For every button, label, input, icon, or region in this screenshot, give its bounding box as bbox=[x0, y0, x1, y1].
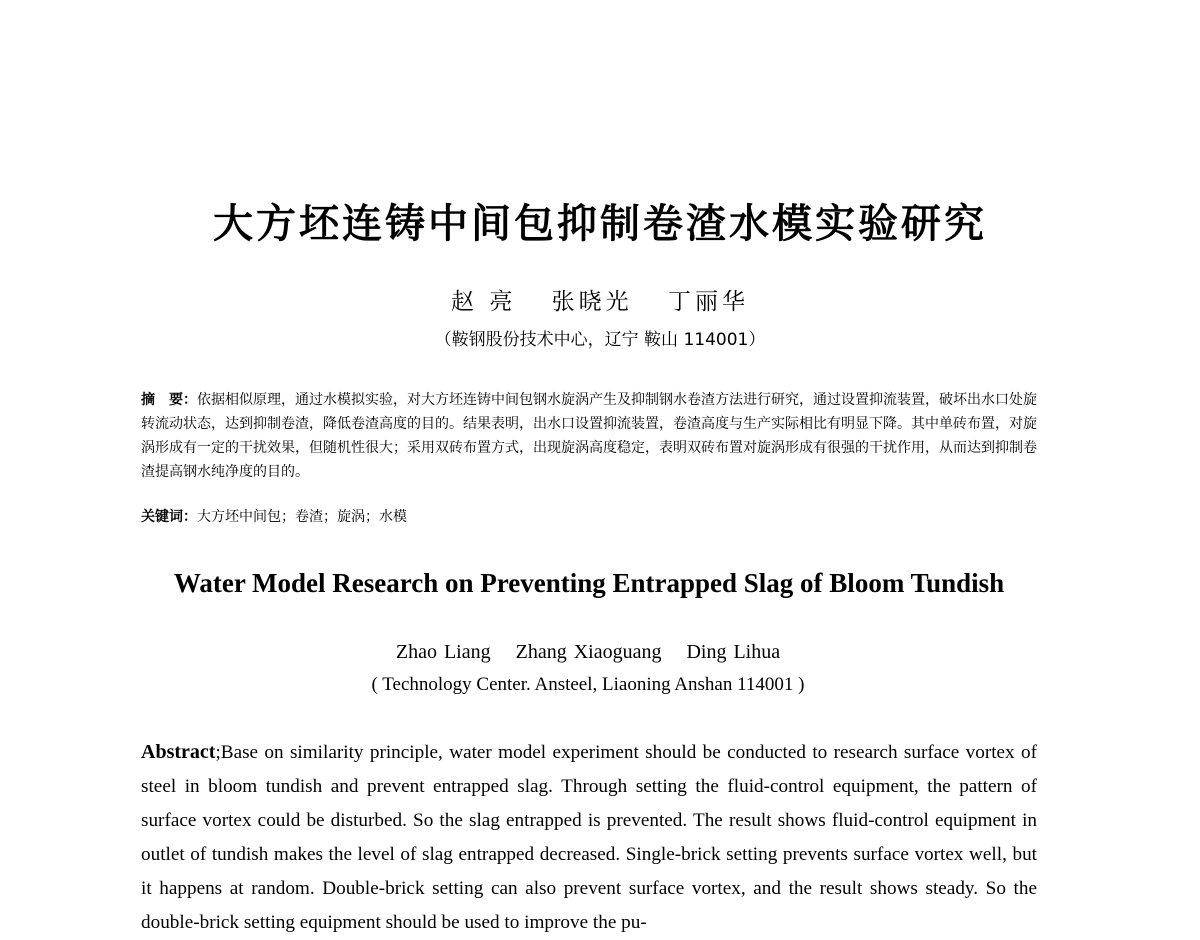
chinese-keywords bbox=[141, 505, 1037, 529]
english-affiliation: ( Technology Center. Ansteel, Liaoning Anshan 114001 ) bbox=[371, 674, 805, 695]
chinese-abstract-text: 依据相似原理，通过水模拟实验，对大方坯连铸中间包钢水旋涡产生及抑制钢水卷渣方法进行研究，通过设置抑流装置，破坏出水口处旋转流动状态，达到抑制卷渣，降低卷渣高度的目的。结果表明，出水口设置抑流装置，卷渣高度与生产实际相比有明显下降。其中单砖布置，对旋涡形成有一定的干扰效果，但随机性很大；采用双砖布置方式，出现旋涡高度稳定，表明双砖布置对旋涡形成有很强的干扰作用，从而达到抑制卷渣提高钢水纯净度的目的。 bbox=[141, 392, 1037, 480]
author-1-cn: 赵 亮 bbox=[451, 289, 517, 315]
author-3-en: Ding Lihua bbox=[686, 641, 781, 663]
chinese-title: 大方坯连铸中间包抑制卷渣水模实验研究 bbox=[213, 201, 987, 247]
chinese-abstract-label: 摘 要： bbox=[141, 392, 197, 408]
english-abstract-text: ;Base on similarity principle, water model experiment should be conducted to research surface vortex of steel in bloom tundish and prevent entrapped slag. Through setting the fluid-control equipment, the pattern of surface vortex could be disturbed. So the slag entrapped is prevented. The result shows fluid-control equipment in outlet of tundish makes the level of slag entrapped decreased. Single-brick setting prevents surface vortex well, but it happens at random. Double-brick setting can also prevent surface vortex, and the result shows steady. So the double-brick setting equipment should be used to improve the pu- bbox=[141, 742, 1037, 933]
english-authors bbox=[0, 637, 1176, 667]
author-2-en: Zhang Xiaoguang bbox=[515, 641, 662, 663]
chinese-abstract bbox=[141, 388, 1037, 484]
english-abstract bbox=[141, 735, 1037, 940]
author-1-en: Zhao Liang bbox=[395, 641, 491, 663]
author-2-cn: 张晓光 bbox=[551, 289, 633, 315]
chinese-keywords-text: 大方坯中间包；卷渣；旋涡；水模 bbox=[197, 509, 407, 525]
english-title: Water Model Research on Preventing Entrapped Slag of Bloom Tundish bbox=[173, 568, 1005, 598]
chinese-affiliation: （鞍钢股份技术中心，辽宁 鞍山 114001） bbox=[434, 330, 766, 350]
chinese-keywords-label: 关键词： bbox=[141, 509, 197, 525]
author-3-cn: 丁丽华 bbox=[667, 289, 749, 315]
chinese-authors bbox=[0, 285, 1200, 319]
english-abstract-label: Abstract bbox=[141, 741, 216, 763]
